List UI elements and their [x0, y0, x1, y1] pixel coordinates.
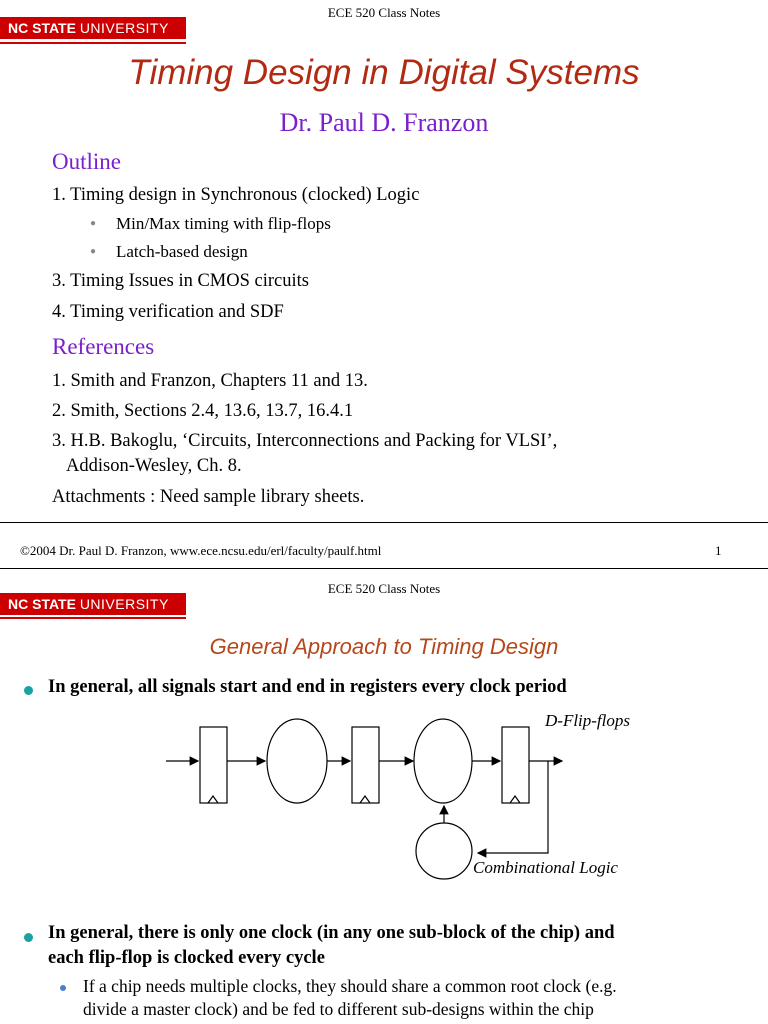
logo-bold-text: NC STATE — [8, 596, 76, 612]
flip-flop-1 — [200, 727, 227, 803]
logo-bold-text: NC STATE — [8, 20, 76, 36]
logo-light-text: UNIVERSITY — [79, 596, 169, 612]
reference-3: 3. H.B. Bakoglu, ‘Circuits, Interconnections and Packing for VLSI’, — [52, 431, 558, 451]
footer-divider — [0, 522, 768, 523]
flip-flop-3 — [502, 727, 529, 803]
slide1-author: Dr. Paul D. Franzon — [279, 108, 489, 137]
outline-item-3: 3. Timing Issues in CMOS circuits — [52, 271, 309, 291]
outline-item-1: 1. Timing design in Synchronous (clocked) Logic — [52, 185, 420, 205]
ncsu-logo — [0, 593, 186, 615]
bullet-2-line-2: each flip-flop is clocked every cycle — [48, 948, 325, 968]
combinational-logic-label: Combinational Logic — [473, 858, 618, 877]
logo-underline — [0, 42, 186, 44]
reference-2: 2. Smith, Sections 2.4, 13.6, 13.7, 16.4.1 — [52, 401, 354, 421]
slide1-header: ECE 520 Class Notes — [327, 5, 441, 20]
outline-item-4: 4. Timing verification and SDF — [52, 302, 284, 322]
footer-copyright: ©2004 Dr. Paul D. Franzon, www.ece.ncsu.edu/erl/faculty/paulf.html — [20, 543, 382, 558]
bullet-dot-icon — [24, 933, 33, 942]
outline-subitem-1: Min/Max timing with flip-flops — [116, 214, 331, 233]
register-pipeline-diagram — [0, 700, 768, 890]
sub-bullet-1-line-2: divide a master clock) and be fed to different sub-designs within the chip — [83, 999, 594, 1019]
reference-3-cont: Addison-Wesley, Ch. 8. — [66, 456, 242, 476]
attachments-note: Attachments : Need sample library sheets. — [52, 487, 365, 507]
bullet-dot-icon: ● — [90, 246, 97, 257]
reference-1: 1. Smith and Franzon, Chapters 11 and 13. — [52, 371, 368, 391]
sub-bullet-dot-icon — [60, 985, 66, 991]
slide2-header: ECE 520 Class Notes — [327, 581, 441, 596]
sub-bullet-1-line-1: If a chip needs multiple clocks, they should share a common root clock (e.g. — [83, 976, 617, 996]
logic-cloud-3 — [416, 823, 472, 879]
bullet-dot-icon: ● — [90, 218, 97, 229]
logo-underline — [0, 617, 186, 619]
slide2-title: General Approach to Timing Design — [209, 634, 559, 659]
logic-cloud-2 — [414, 719, 472, 803]
references-heading: References — [52, 334, 155, 359]
logo-light-text: UNIVERSITY — [79, 20, 169, 36]
outline-subitem-2: Latch-based design — [116, 242, 248, 261]
bullet-dot-icon — [24, 686, 33, 695]
slide-separator — [0, 568, 768, 569]
bullet-1: In general, all signals start and end in registers every clock period — [48, 677, 567, 697]
slide1-title: Timing Design in Digital Systems — [128, 53, 640, 92]
flip-flop-2 — [352, 727, 379, 803]
outline-heading: Outline — [52, 149, 121, 174]
flip-flops-label: D-Flip-flops — [545, 711, 630, 730]
logic-cloud-1 — [267, 719, 327, 803]
page-number: 1 — [715, 543, 722, 558]
bullet-2-line-1: In general, there is only one clock (in any one sub-block of the chip) and — [48, 923, 615, 943]
